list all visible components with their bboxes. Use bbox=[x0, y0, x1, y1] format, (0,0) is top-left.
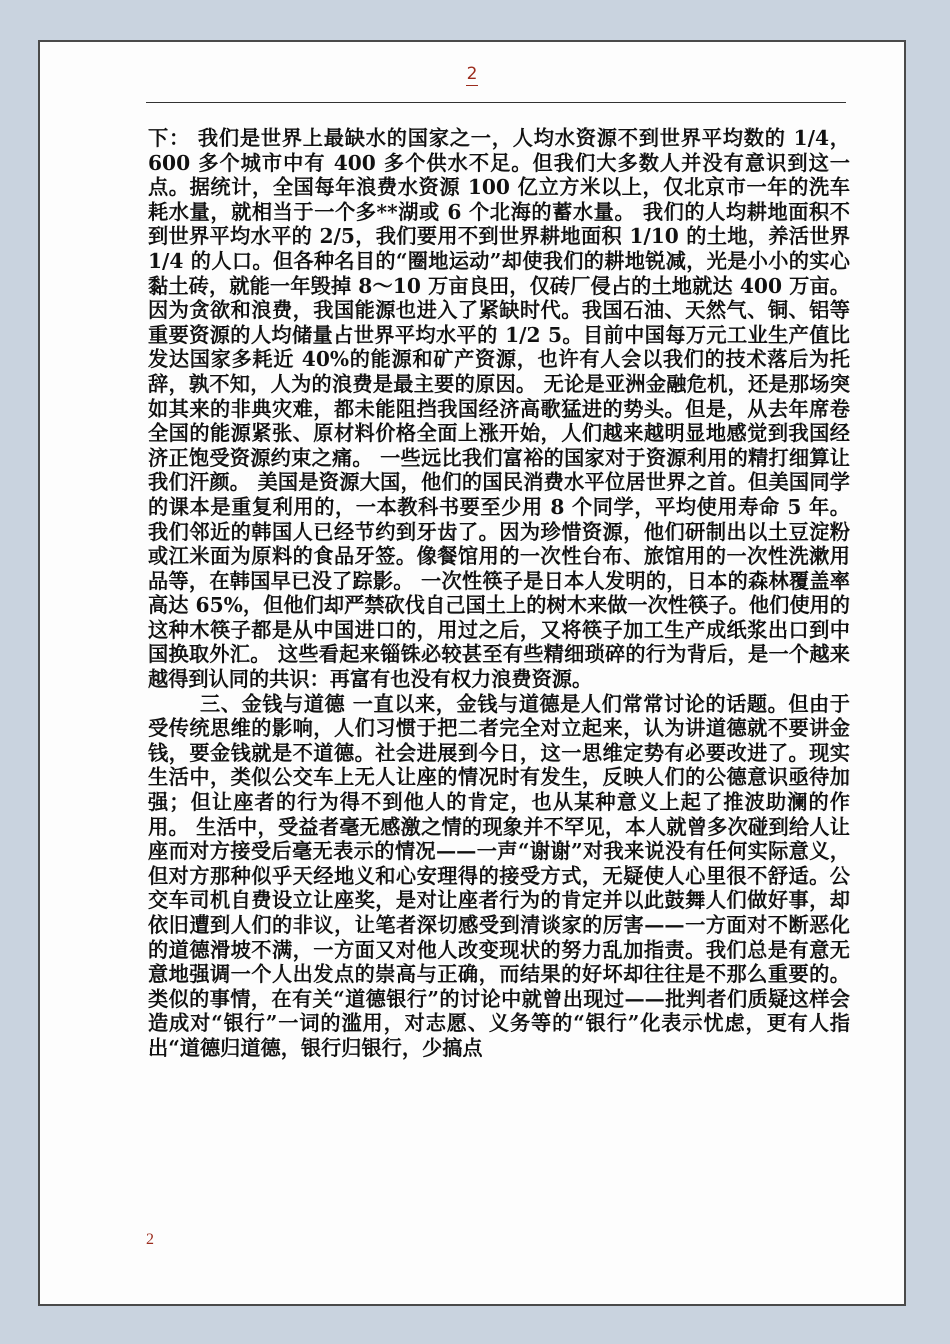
header-page-number bbox=[40, 64, 904, 84]
header-page-number-text: 2 bbox=[466, 64, 478, 84]
header-rule bbox=[146, 102, 846, 103]
footer-page-number: 2 bbox=[146, 1231, 154, 1248]
paragraph-money-morality: 三、金钱与道德 一直以来，金钱与道德是人们常常讨论的话题。但由于受传统思维的影响，人们习惯于把二者完全对立起来，认为讲道德就不要讲金钱，要金钱就是不道德。社会进展到今日，这一思维定势有必要改进了。现实生活中，类似公交车上无人让座的情况时有发生，反映人们的公德意识亟待加强；但让座者的行为得不到他人的肯定，也从某种意义上起了推波助澜的作用。 生活中，受益者毫无感激之情的现象并不罕见，本人就曾多次碰到给人让座而对方接受后毫无表示的情况——一声“谢谢”对我来说没有任何实际意义，但对方那种似乎天经地义和心安理得的接受方式，无疑使人心里很不舒适。公交车司机自费设立让座奖，是对让座者行为的肯定并以此鼓舞人们做好事，却依旧遭到人们的非议，让笔者深切感受到清谈家的厉害——一方面对不断恶化的道德滑坡不满，一方面又对他人改变现状的努力乱加指责。我们总是有意无意地强调一个人出发点的崇高与正确，而结果的好坏却往往是不那么重要的。 类似的事情，在有关“道德银行”的讨论中就曾出现过——批判者们质疑这样会造成对“银行”一词的滥用，对志愿、义务等的“银行”化表示忧虑，更有人指出“道德归道德，银行归银行，少搞点 bbox=[148, 691, 850, 1060]
body-text bbox=[148, 126, 850, 1061]
document-page bbox=[38, 40, 906, 1306]
paragraph-resources: 下： 我们是世界上最缺水的国家之一，人均水资源不到世界平均数的 1/4，600 多个城市中有 400 多个供水不足。但我们大多数人并没有意识到这一点。据统计，全国每年浪费水资源 100 亿立方米以上，仅北京市一年的洗车耗水量，就相当于一个多**湖或 6 个北海的蓄水量。 我们的人均耕地面积不到世界平均水平的 2/5，我们要用不到世界耕地面积 1/10 的土地，养活世界 1/4 的人口。但各种名目的“圈地运动”却使我们的耕地锐减，光是小小的实心黏土砖，就能一年毁掉 8～10 万亩良田，仅砖厂侵占的土地就达 400 万亩。 因为贪欲和浪费，我国能源也进入了紧缺时代。我国石油、天然气、铜、铝等重要资源的人均储量占世界平均水平的 1/2 5。目前中国每万元工业生产值比发达国家多耗近 40%的能源和矿产资源，也许有人会以我们的技术落后为托辞，孰不知，人为的浪费是最主要的原因。 无论是亚洲金融危机，还是那场突如其来的非典灾难，都未能阻挡我国经济高歌猛进的势头。但是，从去年席卷全国的能源紧张、原材料价格全面上涨开始，人们越来越明显地感觉到我国经济正饱受资源约束之痛。 一些远比我们富裕的国家对于资源利用的精打细算让我们汗颜。 美国是资源大国，他们的国民消费水平位居世界之首。但美国同学的课本是重复利用的，一本教科书要至少用 8 个同学，平均使用寿命 5 年。 我们邻近的韩国人已经节约到牙齿了。因为珍惜资源，他们研制出以土豆淀粉或江米面为原料的食品牙签。像餐馆用的一次性台布、旅馆用的一次性洗漱用品等，在韩国早已没了踪影。 一次性筷子是日本人发明的，日本的森林覆盖率高达 65%，但他们却严禁砍伐自己国土上的树木来做一次性筷子。他们使用的这种木筷子都是从中国进口的，用过之后，又将筷子加工生产成纸浆出口到中国换取外汇。 这些看起来锱铢必较甚至有些精细琐碎的行为背后，是一个越来越得到认同的共识：再富有也没有权力浪费资源。 bbox=[148, 126, 850, 692]
